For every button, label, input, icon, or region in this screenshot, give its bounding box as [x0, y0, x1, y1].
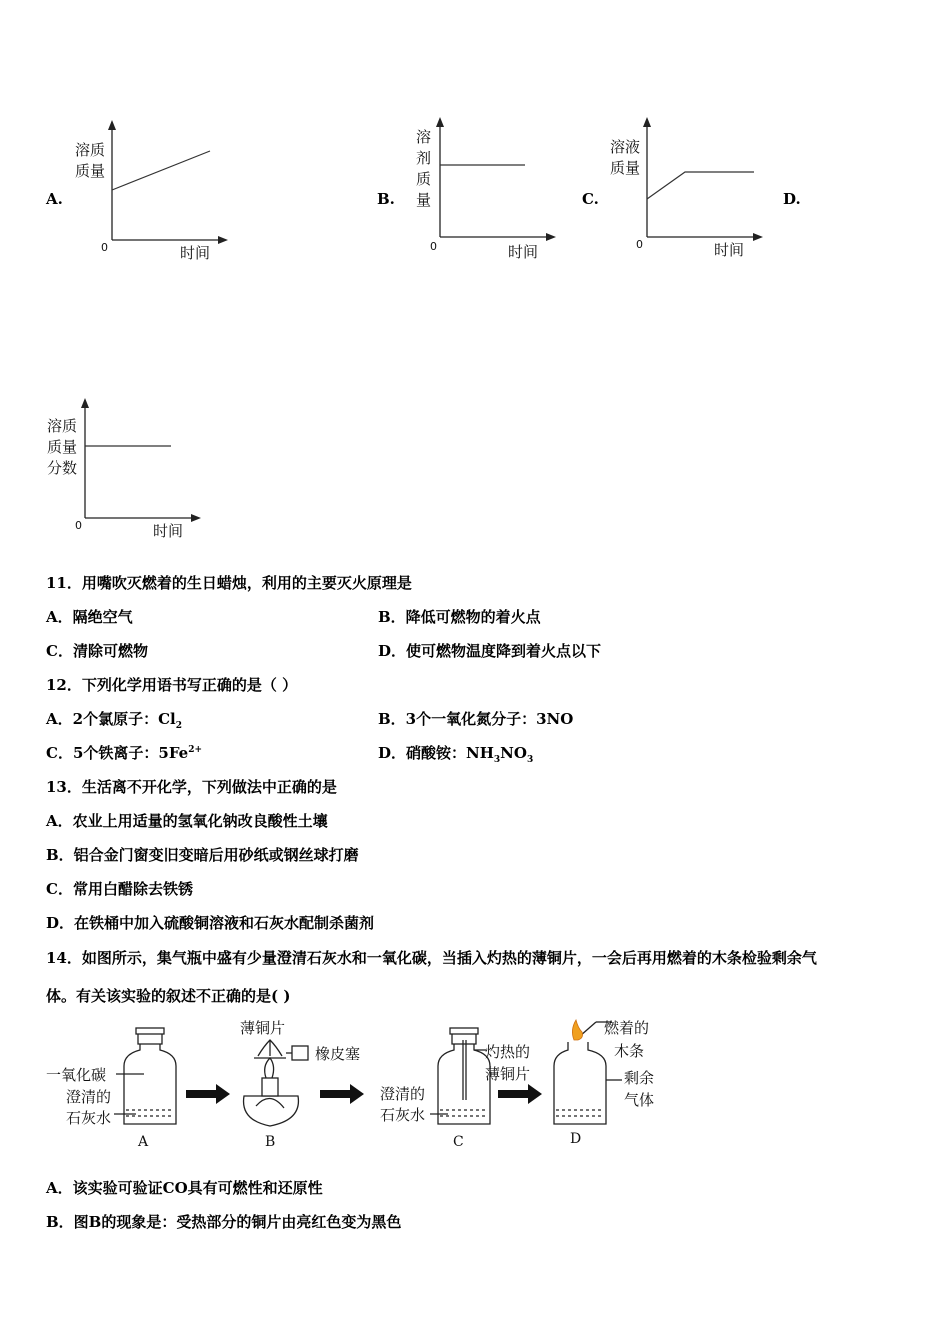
caption-b: B [265, 1134, 276, 1150]
arrow-1 [186, 1084, 230, 1104]
q11-option-a: A．隔绝空气 [46, 608, 133, 626]
label-limewater-a: 石灰水 [66, 1109, 112, 1127]
q12-stem: 12．下列化学用语书写正确的是（ ） [46, 676, 298, 694]
graph-d-ylabel-line: 溶质 [47, 417, 78, 435]
graph-d-ylabel-line: 质量 [47, 438, 78, 456]
option-letter-d: D. [783, 190, 801, 208]
graph-c-ylabel-line: 质量 [610, 159, 641, 177]
q11-option-b: B．降低可燃物的着火点 [378, 608, 541, 626]
graph-d-axes [73, 396, 203, 521]
q14-option-b: B．图B的现象是：受热部分的铜片由亮红色变为黑色 [46, 1213, 402, 1231]
caption-c: C [453, 1134, 464, 1150]
q14-stem-line2: 体。有关该实验的叙述不正确的是( ) [46, 987, 291, 1005]
label-limewater-c: 石灰水 [380, 1106, 426, 1124]
graph-d-zero: 0 [75, 519, 82, 532]
graph-c-zero: 0 [636, 238, 643, 251]
option-letter-a: A. [46, 190, 63, 208]
graph-a-ylabel-line: 溶质 [75, 141, 106, 159]
q12-option-a-text: A．2个氯原子：Cl [46, 710, 176, 728]
q12-option-c-sup: 2+ [188, 745, 202, 755]
q12-option-d-text: NO [500, 744, 527, 762]
graph-b-xlabel: 时间 [508, 243, 539, 261]
graph-a-xlabel: 时间 [180, 244, 211, 262]
graph-a-axes [100, 118, 230, 248]
graph-b-zero: 0 [430, 240, 437, 253]
graph-a-series-line [112, 151, 210, 190]
graph-c-ylabel-line: 溶液 [610, 138, 641, 156]
label-copper-sheet-c: 薄铜片 [485, 1065, 531, 1083]
label-rubber-stopper: 橡皮塞 [315, 1045, 361, 1063]
q12-option-a [46, 708, 182, 731]
q12-option-a-sub: 2 [175, 721, 182, 731]
flame-icon [572, 1020, 582, 1040]
q13-option-d: D．在铁桶中加入硫酸铜溶液和石灰水配制杀菌剂 [46, 914, 375, 932]
graph-b-ylabel-line: 质 [416, 170, 432, 188]
q13-stem: 13．生活离不开化学，下列做法中正确的是 [46, 778, 337, 796]
q14-stem-line1: 14．如图所示，集气瓶中盛有少量澄清石灰水和一氧化碳，当插入灼热的薄铜片，一会后再用燃着的木条检验剩余气 [46, 949, 817, 967]
graph-c-series-line [647, 172, 754, 199]
graph-a-zero: 0 [101, 241, 108, 254]
q12-option-c-text: C．5个铁离子：5Fe [46, 744, 189, 762]
label-copper-sheet: 薄铜片 [240, 1019, 286, 1037]
option-letter-b: B. [377, 190, 395, 208]
graph-b-ylabel-line: 溶 [416, 128, 432, 146]
graph-b-axes [428, 115, 558, 240]
bottle-c [430, 1028, 490, 1124]
q13-option-a: A．农业上用适量的氢氧化钠改良酸性土壤 [46, 812, 328, 830]
burner-b [244, 1040, 308, 1126]
graph-b-ylabel-line: 剂 [416, 149, 432, 167]
label-gas: 气体 [624, 1091, 655, 1109]
label-carbon-monoxide: 一氧化碳 [46, 1066, 107, 1084]
label-burning: 燃着的 [604, 1019, 650, 1037]
graph-d-xlabel: 时间 [153, 522, 184, 540]
q11-stem: 11．用嘴吹灭燃着的生日蜡烛，利用的主要灭火原理是 [46, 574, 412, 592]
arrow-2 [320, 1084, 364, 1104]
q13-option-c: C．常用白醋除去铁锈 [46, 880, 193, 898]
q12-option-d-sub: 3 [526, 755, 534, 765]
arrow-3 [498, 1084, 542, 1104]
q13-option-b: B．铝合金门窗变旧变暗后用砂纸或钢丝球打磨 [46, 846, 359, 864]
label-hot: 灼热的 [485, 1043, 531, 1061]
q14-option-a: A．该实验可验证CO具有可燃性和还原性 [46, 1179, 323, 1197]
q12-option-d [378, 742, 533, 765]
label-remaining: 剩余 [624, 1069, 655, 1087]
graph-d-ylabel-line: 分数 [47, 459, 78, 477]
q12-option-b: B．3个一氧化氮分子：3NO [378, 710, 574, 728]
label-wood-stick: 木条 [614, 1042, 645, 1060]
graph-c-axes [635, 115, 765, 240]
graph-b-ylabel-line: 量 [416, 191, 432, 209]
q12-option-c [46, 742, 202, 763]
q11-option-c: C．清除可燃物 [46, 642, 148, 660]
caption-d: D [570, 1131, 582, 1147]
label-clear-c: 澄清的 [380, 1085, 426, 1103]
caption-a: A [138, 1134, 149, 1150]
label-clear-a: 澄清的 [66, 1088, 112, 1106]
q12-option-d-text: D．硝酸铵：NH [378, 744, 494, 762]
graph-c-xlabel: 时间 [714, 241, 745, 259]
graph-a-ylabel-line: 质量 [75, 162, 106, 180]
option-letter-c: C. [582, 190, 599, 208]
bottle-a [114, 1028, 176, 1124]
q12-option-d-sub: 3 [493, 755, 501, 765]
q11-option-d: D．使可燃物温度降到着火点以下 [378, 642, 602, 660]
